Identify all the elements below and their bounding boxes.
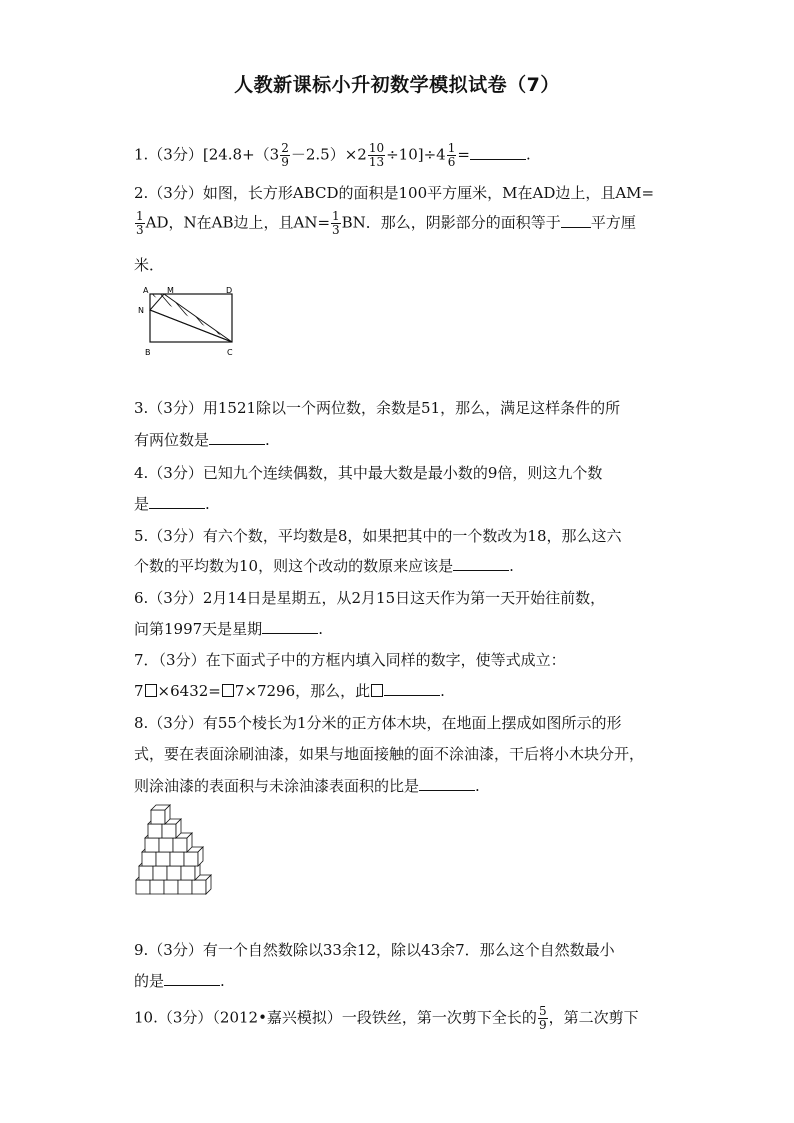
label-c: C: [227, 348, 233, 357]
question-9-line-1: 9.（3分）有一个自然数除以33余12，除以43余7．那么这个自然数最小: [134, 941, 615, 959]
question-3-line-2: 有两位数是 .: [134, 431, 270, 449]
label-a: A: [143, 286, 149, 295]
question-2-line-2: $\frac{1}{3}$ AD，N在AB边上，且AN= $\frac{1}{3}$ BN．那么，阴影部分的面积等于 平方厘: [136, 209, 636, 237]
cube-face: [139, 866, 153, 880]
page-title: 人教新课标小升初数学模拟试卷（7）: [234, 74, 560, 96]
answer-blank: [561, 213, 591, 228]
answer-blank: [209, 430, 265, 445]
question-2-line-1: 2.（3分）如图，长方形ABCD的面积是100平方厘米，M在AD边上，且AM=: [134, 184, 655, 202]
cube-face: [151, 810, 165, 824]
fraction: $\frac{1}{3}$: [332, 209, 340, 237]
question-10-line-1: 10.（3分）（2012•嘉兴模拟）一段铁丝，第一次剪下全长的 $\frac{5}{9}$ ，第二次剪下: [134, 1004, 639, 1032]
box-placeholder: [145, 684, 157, 697]
question-4-line-2: 是 .: [134, 495, 210, 513]
question-2-line-3: 米．: [134, 256, 165, 274]
question-8-line-1: 8.（3分）有55个棱长为1分米的正方体木块，在地面上摆成如图所示的形: [134, 714, 622, 732]
question-1: 1.（3分）[24.8+（3 $\frac{2}{9}$ －2.5）×2 $\frac{10}{13}$ ÷10]÷4 $\frac{1}{6}$ = .: [134, 141, 531, 169]
cube-face: [145, 838, 159, 852]
question-8-line-2: 式，要在表面涂刷油漆，如果与地面接触的面不涂油漆，干后将小木块分开，: [134, 745, 645, 763]
cube-face: [142, 852, 156, 866]
cube-face: [162, 824, 176, 838]
question-6-line-1: 6.（3分）2月14日是星期五，从2月15日这天作为第一天开始往前数，: [134, 589, 606, 607]
cube-face: [167, 866, 181, 880]
cube-face: [184, 852, 198, 866]
cube-face: [153, 866, 167, 880]
answer-blank: [470, 145, 526, 160]
question-8-line-3: 则涂油漆的表面积与未涂油漆表面积的比是 .: [134, 777, 480, 795]
cube-face: [192, 880, 206, 894]
question-3-line-1: 3.（3分）用1521除以一个两位数，余数是51，那么，满足这样条件的所: [134, 399, 621, 417]
answer-blank: [384, 681, 440, 696]
question-6-line-2: 问第1997天是星期 .: [134, 620, 323, 638]
cube-face: [181, 866, 195, 880]
answer-blank: [164, 971, 220, 986]
cube-face: [170, 852, 184, 866]
fraction: $\frac{10}{13}$: [368, 141, 385, 169]
fraction: $\frac{2}{9}$: [281, 141, 289, 169]
cube-face: [173, 838, 187, 852]
answer-blank: [149, 494, 205, 509]
cube-face: [156, 852, 170, 866]
cube-face: [159, 838, 173, 852]
cube-face: [178, 880, 192, 894]
question-7-line-2: 7 ×6432= 7×7296，那么，此 .: [134, 682, 445, 700]
answer-blank: [453, 556, 509, 571]
cube-face: [148, 824, 162, 838]
cube-face: [164, 880, 178, 894]
label-d: D: [226, 286, 233, 295]
box-placeholder: [371, 684, 383, 697]
label-b: B: [145, 348, 151, 357]
fraction: $\frac{1}{3}$: [136, 209, 144, 237]
cube-stack-figure: [132, 800, 242, 898]
answer-blank: [419, 776, 475, 791]
label-m: M: [167, 286, 174, 295]
question-5-line-2: 个数的平均数为10，则这个改动的数原来应该是 .: [134, 557, 514, 575]
rectangle-figure: [136, 284, 240, 360]
question-4-line-1: 4.（3分）已知九个连续偶数，其中最大数是最小数的9倍，则这九个数: [134, 464, 603, 482]
cube-face: [150, 880, 164, 894]
fraction: $\frac{5}{9}$: [538, 1004, 547, 1032]
answer-blank: [262, 619, 318, 634]
question-7-line-1: 7．（3分）在下面式子中的方框内填入同样的数字，使等式成立：: [134, 651, 566, 669]
cube-face: [136, 880, 150, 894]
question-9-line-2: 的是 .: [134, 972, 225, 990]
label-n: N: [138, 306, 144, 315]
fraction: $\frac{1}{6}$: [447, 141, 456, 169]
question-5-line-1: 5.（3分）有六个数，平均数是8，如果把其中的一个数改为18，那么这六: [134, 527, 622, 545]
box-placeholder: [222, 684, 234, 697]
